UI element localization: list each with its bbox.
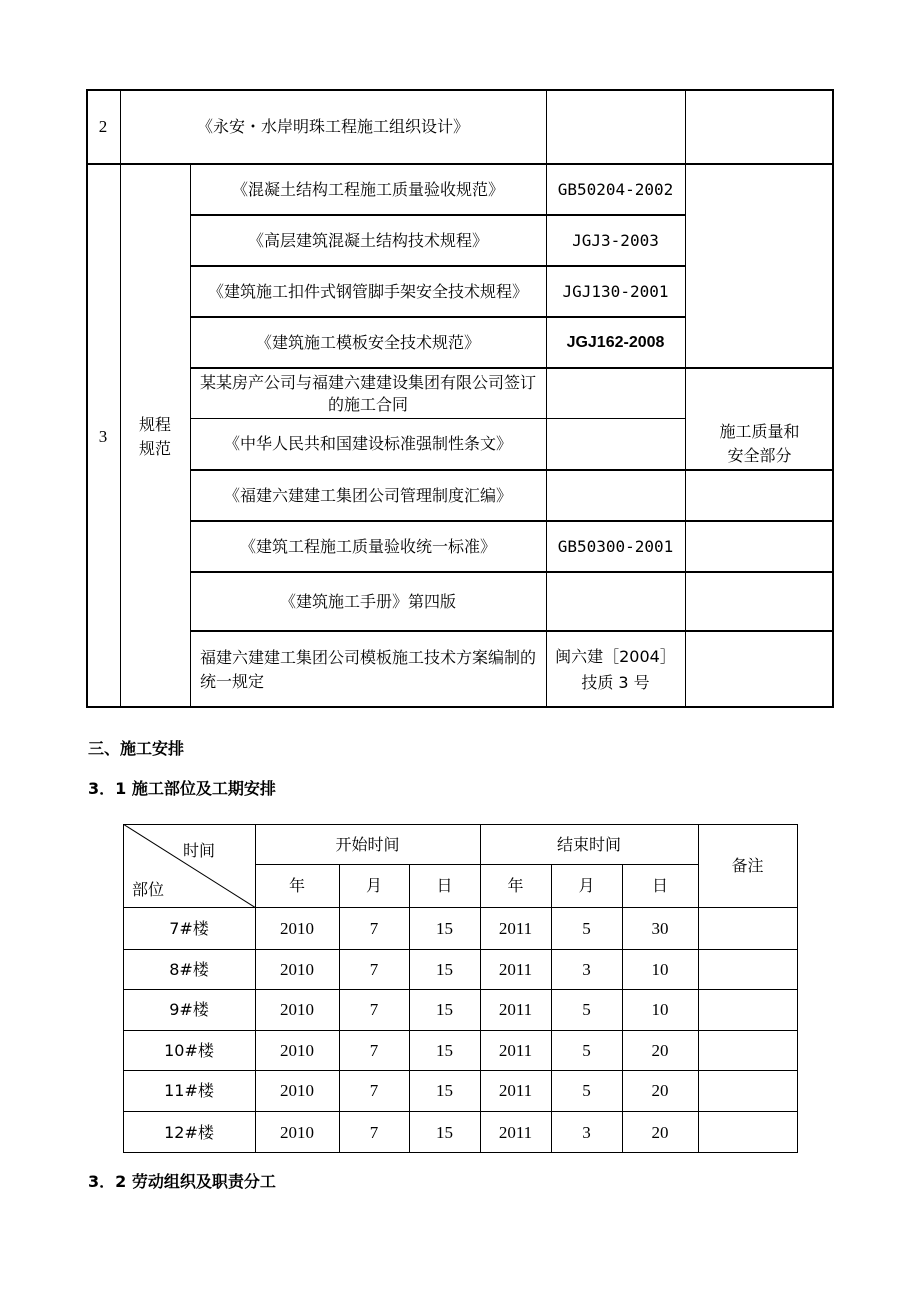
standard-code: JGJ130-2001 [562,281,669,301]
end-day-header: 日 [651,876,668,895]
row3-category: 规程 规范 [138,414,171,458]
corner-part-label: 部位 [132,880,165,899]
start-month-cell: 7 [369,1122,379,1142]
end-year-cell: 2011 [498,918,533,938]
remark-cell [698,1031,797,1070]
end-year-cell: 2011 [498,1040,533,1060]
start-year-cell: 2010 [280,1040,314,1060]
start-month-cell: 7 [369,959,379,979]
start-year-cell: 2010 [280,1122,314,1142]
remark-cell [698,908,797,949]
remark-cell [698,1112,797,1153]
start-day-cell: 15 [436,1122,453,1142]
start-day-cell: 15 [436,1040,453,1060]
standard-title: 福建六建建工集团公司模板施工技术方案编制的统一规定 [200,648,537,691]
standard-title: 《建筑施工扣件式钢管脚手架安全技术规程》 [207,281,528,301]
end-month-cell: 5 [582,1000,591,1019]
end-year-cell: 2011 [498,1081,533,1100]
end-year-cell: 2011 [498,1122,533,1142]
row2-number: 2 [98,117,108,136]
start-month-cell: 7 [369,1040,379,1060]
standard-title: 《福建六建建工集团公司管理制度汇编》 [223,485,512,505]
remark-cell [698,1071,797,1111]
part-cell: 10#楼 [164,1040,214,1060]
start-year-cell: 2010 [280,918,314,938]
section-3-heading: 三、施工安排 [88,739,185,758]
end-day-cell: 20 [651,1040,669,1060]
standard-title: 某某房产公司与福建六建建设集团有限公司签订的施工合同 [199,372,536,414]
end-time-header: 结束时间 [556,834,621,854]
part-cell: 12#楼 [164,1122,214,1142]
start-month-cell: 7 [369,1000,379,1019]
standard-title: 《建筑施工模板安全技术规范》 [255,332,480,352]
start-time-header: 开始时间 [335,834,400,854]
remark-cell [698,990,797,1030]
end-month-cell: 5 [582,918,591,938]
standard-title: 《高层建筑混凝土结构技术规程》 [247,230,488,250]
end-month-cell: 3 [582,1122,591,1142]
end-year-header: 年 [507,876,524,895]
start-day-cell: 15 [436,1081,453,1100]
part-cell: 7#楼 [169,918,209,938]
standard-title: 《中华人民共和国建设标准强制性条文》 [223,434,512,453]
standard-title: 《建筑工程施工质量验收统一标准》 [239,536,496,556]
remark-header: 备注 [731,856,764,875]
row3-number: 3 [98,426,108,446]
part-cell: 8#楼 [169,959,209,979]
end-day-cell: 20 [651,1122,669,1142]
start-month-header: 月 [365,876,382,895]
part-cell: 9#楼 [169,1000,209,1019]
end-day-cell: 10 [651,1000,669,1019]
row2-title: 《永安・水岸明珠工程施工组织设计》 [196,117,469,136]
end-month-cell: 5 [582,1081,591,1100]
start-month-cell: 7 [369,918,379,938]
start-day-cell: 15 [436,959,453,979]
start-day-cell: 15 [436,918,453,938]
start-month-cell: 7 [369,1081,379,1100]
section-3-2-heading: 3．2 劳动组织及职责分工 [88,1172,276,1191]
end-month-cell: 5 [582,1040,591,1060]
start-year-cell: 2010 [280,1000,314,1019]
standard-title: 《建筑施工手册》第四版 [279,591,456,611]
row3-remark: 施工质量和 安全部分 [719,422,800,465]
section-3-1-heading: 3．1 施工部位及工期安排 [88,779,276,798]
start-day-cell: 15 [436,1000,453,1019]
start-year-header: 年 [288,876,305,895]
end-day-cell: 30 [651,918,669,938]
end-year-cell: 2011 [498,1000,533,1019]
start-year-cell: 2010 [280,959,314,979]
end-day-cell: 10 [651,959,669,979]
remark-cell [698,950,797,989]
standard-code: 闽六建［2004］ 技质 3 号 [555,647,676,692]
standard-code: JGJ162-2008 [566,333,665,351]
start-year-cell: 2010 [280,1081,314,1100]
end-month-cell: 3 [582,959,591,979]
standard-code: JGJ3-2003 [572,230,659,250]
end-month-header: 月 [578,876,595,895]
standard-code: GB50300-2001 [557,536,674,556]
standard-code: GB50204-2002 [557,179,674,199]
start-day-header: 日 [436,876,453,895]
corner-time-label: 时间 [183,841,216,860]
part-cell: 11#楼 [164,1081,214,1100]
end-day-cell: 20 [651,1081,669,1100]
standard-title: 《混凝土结构工程施工质量验收规范》 [231,179,504,199]
end-year-cell: 2011 [498,959,533,979]
